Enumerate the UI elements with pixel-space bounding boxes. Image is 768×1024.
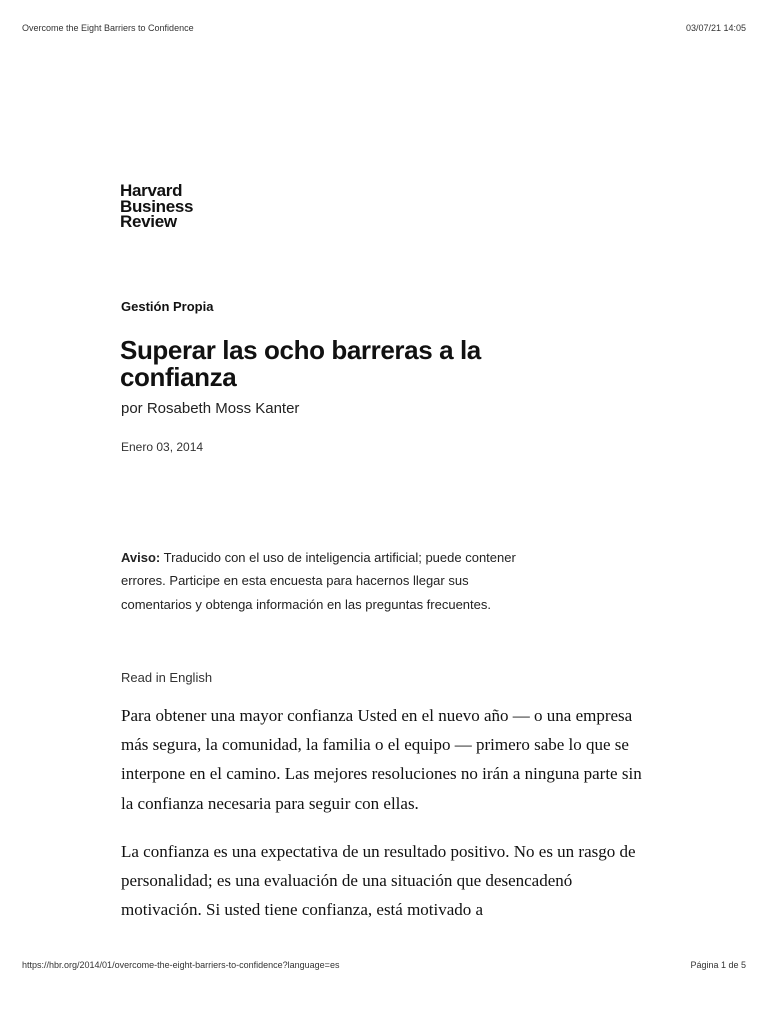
- read-in-english-link[interactable]: Read in English: [121, 670, 213, 685]
- print-page-title: Overcome the Eight Barriers to Confidence: [22, 23, 194, 33]
- notice-text: Traducido con el uso de inteligencia artificial; puede contener errores. Participe en esta encuesta para hacernos llegar sus comentarios y obtenga información en las preguntas frecuentes.: [121, 550, 516, 612]
- article-byline: por Rosabeth Moss Kanter: [121, 400, 300, 417]
- article-paragraph-1: Para obtener una mayor confianza Usted en el nuevo año — o una empresa más segura, la comunidad, la familia o el equipo — primero sabe lo que se interpone en el camino. Las mejores resoluciones no irán a ninguna parte sin la confianza necesaria para seguir con ellas.: [121, 706, 642, 813]
- logo-line-business: Business: [120, 196, 194, 216]
- article-paragraph-2: La confianza es una expectativa de un resultado positivo. No es un rasgo de personalidad; es una evaluación de una situación que desencadenó motivación. Si usted tiene confianza, está motivado a: [121, 842, 636, 920]
- print-url: https://hbr.org/2014/01/overcome-the-eight-barriers-to-confidence?language=es: [22, 960, 340, 970]
- logo-line-harvard: Harvard: [120, 181, 183, 200]
- print-header: [22, 23, 746, 33]
- article-title: Superar las ocho barreras a la confianza: [120, 335, 481, 392]
- notice-label: Aviso:: [121, 550, 161, 565]
- print-footer: [22, 960, 746, 970]
- section-label[interactable]: Gestión Propia: [121, 299, 214, 314]
- ai-translation-notice: [121, 546, 541, 616]
- hbr-logo[interactable]: [120, 183, 193, 230]
- logo-line-review: Review: [120, 212, 177, 231]
- print-datetime: 03/07/21 14:05: [685, 23, 746, 33]
- article-date: Enero 03, 2014: [121, 440, 204, 454]
- print-page-number: Página 1 de 5: [690, 960, 746, 970]
